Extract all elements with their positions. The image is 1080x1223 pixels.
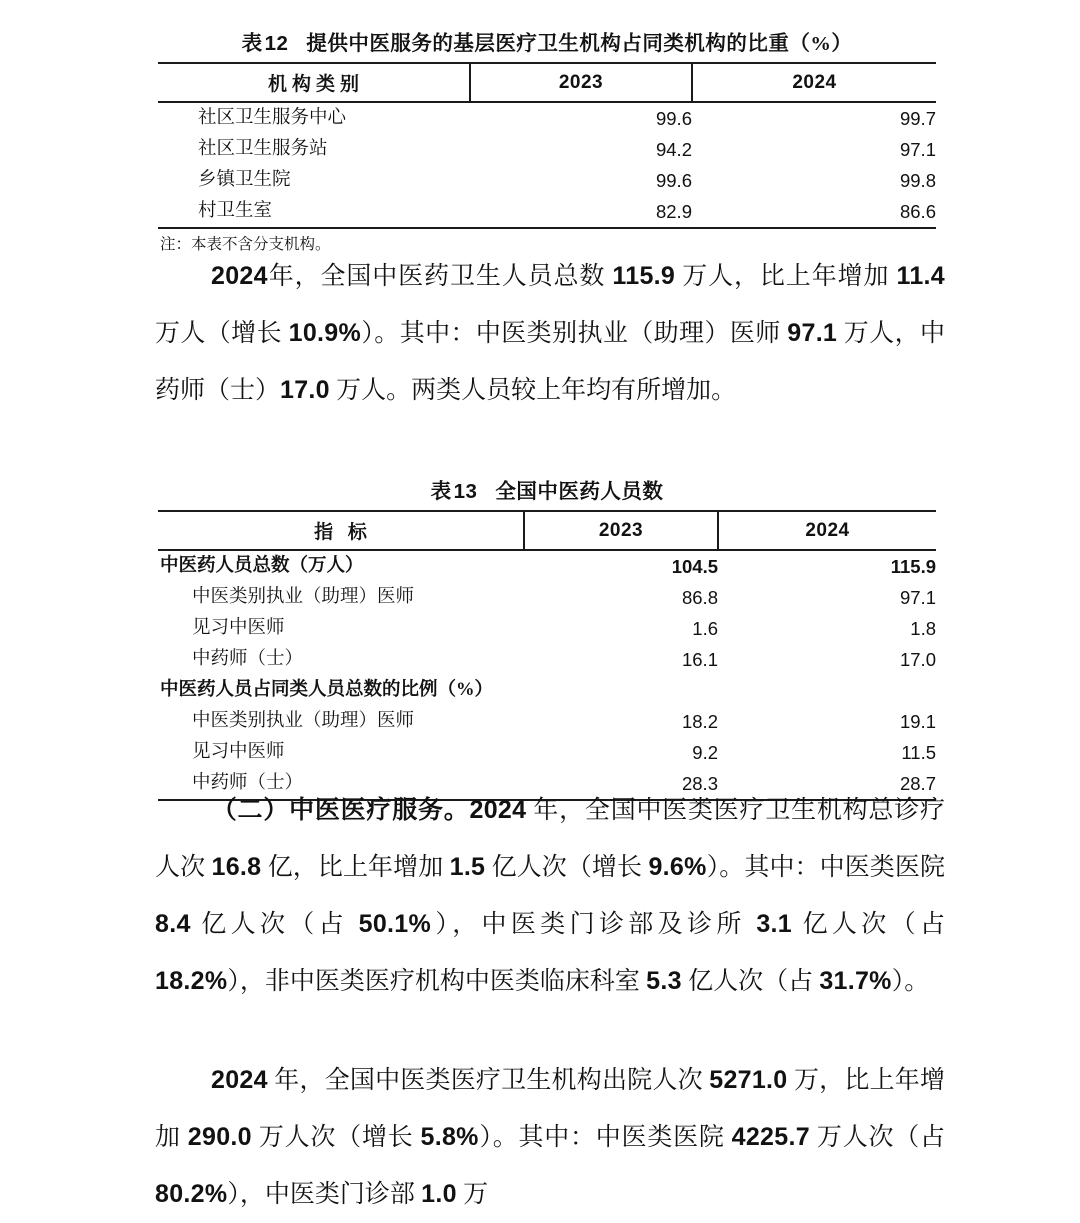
table-13-r5-v2023: 18.2: [681, 711, 718, 732]
table-13-r4-v2023: [524, 675, 718, 706]
p1-growth-pct: 10.9%: [288, 319, 362, 347]
table-12-r2-label: 乡镇卫生院: [198, 170, 291, 190]
table-12-caption-number: 12: [264, 32, 289, 55]
p1-pharmacists: 17.0: [280, 376, 330, 404]
table-13-head: [158, 511, 936, 550]
p2-clinic-share: 18.2%: [155, 967, 228, 995]
p3-hospital-share: 80.2%: [155, 1180, 228, 1208]
table-13-caption-text: 全国中医药人员数: [495, 481, 664, 503]
table-13-r2-v2023: 1.6: [692, 618, 718, 639]
table-row: [158, 582, 936, 613]
p1-increase: 11.4: [896, 262, 945, 290]
table-13-r7-label: 中药师（士）: [192, 773, 304, 793]
table-13-r0-v2023: 104.5: [671, 556, 718, 577]
table-row: [158, 737, 936, 768]
table-12-body: [158, 102, 936, 229]
table-13-r5-label: 中医类别执业（助理）医师: [192, 711, 415, 731]
p2-hospital-share: 50.1%: [358, 910, 431, 938]
table-12: [158, 62, 936, 229]
table-row: [158, 165, 936, 196]
table-13-r1-v2023: 86.8: [681, 587, 718, 608]
table-13-r6-label: 见习中医师: [192, 742, 285, 762]
table-12-r3-label: 村卫生室: [198, 201, 273, 221]
table-13-r1-v2024: 97.1: [899, 587, 936, 608]
p3-hospital-discharges: 4225.7: [731, 1123, 810, 1151]
p2-visits-increase: 1.5: [449, 853, 486, 881]
table-13-r2-label: 见习中医师: [192, 618, 285, 638]
table-13-col-indicator: 指 标: [314, 522, 372, 543]
table-12-col-category: 机构类别: [267, 74, 364, 95]
table-row: [158, 613, 936, 644]
table-12-col-2024: 2024: [692, 63, 936, 102]
table-12-caption-text: 提供中医服务的基层医疗卫生机构占同类机构的比重（%）: [306, 33, 853, 55]
table-12-r1-v2023: 94.2: [655, 139, 692, 160]
table-12-note: 注：本表不含分支机构。: [160, 236, 331, 253]
table-13-r3-label: 中药师（士）: [192, 649, 304, 669]
paragraph-discharges: 2024 年，全国中医类医疗卫生机构出院人次 5271.0 万，比上年增加 290.0 万人次（增长 5.8%）。其中：中医类医院 4225.7 万人次（占 80.2%），中医类门诊部 1.0 万: [155, 1066, 945, 1208]
table-12-header-row: [158, 63, 936, 102]
table-12-head: [158, 63, 936, 102]
p2-clinic-visits: 3.1: [756, 910, 792, 938]
table-13-r7-v2023: 28.3: [681, 773, 718, 794]
table-13: [158, 510, 936, 801]
p1-year: 2024: [211, 262, 268, 290]
table-13-body: [158, 550, 936, 801]
table-row: [158, 644, 936, 675]
paragraph-tcm-personnel: 2024年，全国中医药卫生人员总数 115.9 万人，比上年增加 11.4 万人（增长 10.9%）。其中：中医类别执业（助理）医师 97.1 万人，中药师（士）17.0 万人。两类人员较上年均有所增加。: [155, 262, 945, 404]
table-row: [158, 706, 936, 737]
p3-discharges: 5271.0: [709, 1066, 788, 1094]
table-12-caption: [158, 26, 936, 62]
table-13-col-2023: 2023: [524, 511, 718, 550]
table-13-r0-label: 中医药人员总数（万人）: [160, 556, 364, 576]
table-13-r6-v2023: 9.2: [692, 742, 718, 763]
table-12-r0-v2023: 99.6: [655, 108, 692, 129]
table-row: [158, 102, 936, 134]
table-13-block: [158, 474, 936, 801]
p2-growth-pct: 9.6%: [648, 853, 707, 881]
p3-increase: 290.0: [187, 1123, 252, 1151]
table-12-r0-v2024: 99.7: [899, 108, 936, 129]
table-row: [158, 196, 936, 228]
table-13-r6-v2024: 11.5: [901, 742, 936, 763]
table-12-r2-v2023: 99.6: [655, 170, 692, 191]
table-row: [158, 675, 936, 706]
paragraph-tcm-medical-service: （二）中医医疗服务。2024 年，全国中医类医疗卫生机构总诊疗人次 16.8 亿，比上年增加 1.5 亿人次（增长 9.6%）。其中：中医类医院 8.4 亿人次（占 50.1%），中医类门诊部及诊所 3.1 亿人次（占 18.2%），非中医类医疗机构中医类临床科室 5.3 亿人次（占 31.7%）。: [155, 796, 945, 995]
table-row: [158, 134, 936, 165]
table-13-col-2024: 2024: [718, 511, 936, 550]
table-13-r0-v2024: 115.9: [890, 556, 936, 577]
section-heading-2: （二）中医医疗服务。: [211, 797, 470, 824]
table-13-r7-v2024: 28.7: [899, 773, 936, 794]
p2-hospital-visits: 8.4: [155, 910, 191, 938]
p2-year: 2024: [469, 796, 527, 824]
table-12-r3-v2023: 82.9: [655, 201, 692, 222]
table-12-caption-prefix: 表: [241, 33, 263, 55]
table-12-r0-label: 社区卫生服务中心: [198, 108, 347, 128]
table-row: [158, 550, 936, 582]
table-12-r2-v2024: 99.8: [899, 170, 936, 191]
table-13-r1-label: 中医类别执业（助理）医师: [192, 587, 415, 607]
p2-visits-total: 16.8: [211, 853, 262, 881]
table-12-block: [158, 26, 936, 254]
table-13-r2-v2024: 1.8: [910, 618, 936, 639]
p3-year: 2024: [211, 1066, 268, 1094]
table-12-r1-v2024: 97.1: [899, 139, 936, 160]
table-13-r5-v2024: 19.1: [899, 711, 936, 732]
table-12-col-2023: 2023: [470, 63, 692, 102]
table-13-r3-v2024: 17.0: [899, 649, 936, 670]
table-13-header-row: [158, 511, 936, 550]
p1-physicians: 97.1: [787, 319, 838, 347]
table-12-r1-label: 社区卫生服务站: [198, 139, 328, 159]
table-13-r3-v2023: 16.1: [681, 649, 718, 670]
p1-total: 115.9: [612, 262, 676, 290]
p3-growth-pct: 5.8%: [420, 1123, 479, 1151]
p3-clinic-discharges: 1.0: [421, 1180, 457, 1208]
p2-dept-visits: 5.3: [646, 967, 682, 995]
table-13-caption-prefix: 表: [430, 481, 452, 503]
table-13-r4-v2024: [718, 675, 936, 706]
p2-dept-share: 31.7%: [819, 967, 892, 995]
table-13-caption-number: 13: [453, 480, 478, 503]
table-13-r4-label: 中医药人员占同类人员总数的比例（%）: [160, 680, 494, 700]
table-12-r3-v2024: 86.6: [899, 201, 936, 222]
table-13-caption: [158, 474, 936, 510]
